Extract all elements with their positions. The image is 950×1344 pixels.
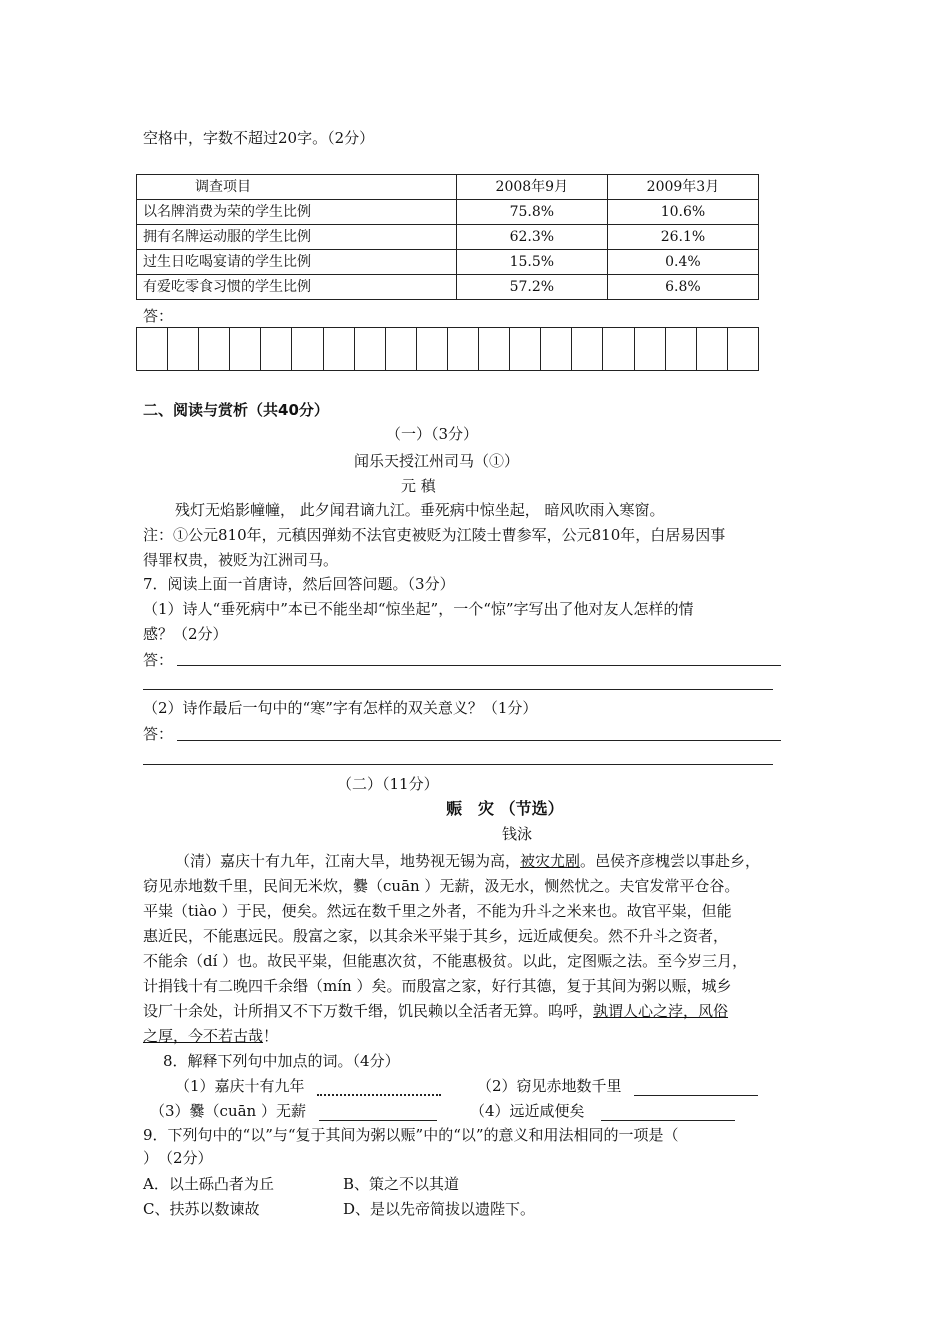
answer-blank[interactable] (319, 1104, 437, 1121)
passage-author: 钱泳 (502, 825, 533, 843)
poem-author: 元 稹 (401, 477, 436, 495)
answer-line[interactable] (177, 665, 781, 666)
table-cell: 62.3% (456, 225, 607, 250)
table-cell: 有爱吃零食习惯的学生比例 (137, 275, 457, 300)
underlined-phrase: 被灾尤剧 (520, 852, 581, 870)
table-row (137, 250, 759, 275)
table-header-row (137, 175, 759, 200)
answer-blank[interactable] (634, 1079, 758, 1096)
poem-line: 残灯无焰影幢幢， 此夕闻君谪九江。垂死病中惊坐起， 暗风吹雨入寒窗。 (175, 501, 665, 519)
option-a: A．以土砾凸者为丘 (143, 1175, 274, 1193)
answer-grid[interactable] (136, 327, 759, 371)
q8-item: （4）远近咸便矣 (470, 1101, 735, 1121)
table-cell: 过生日吃喝宴请的学生比例 (137, 250, 457, 275)
note-line: 得罪权贵，被贬为江洲司马。 (143, 551, 339, 569)
answer-line[interactable] (143, 689, 773, 690)
table-row (137, 200, 759, 225)
underlined-phrase: 孰谓人心之浡，风俗 (593, 1002, 729, 1020)
question-7-1: 感？（2分） (143, 625, 228, 643)
table-cell: 75.8% (456, 200, 607, 225)
table-header: 2008年9月 (456, 175, 607, 200)
table-cell: 拥有名牌运动服的学生比例 (137, 225, 457, 250)
table-header: 2009年3月 (607, 175, 758, 200)
table-row (137, 225, 759, 250)
underlined-phrase: 之厚，今不若古哉 (143, 1027, 264, 1045)
table-cell: 10.6% (607, 200, 758, 225)
passage-title: 赈 灾 （节选） (446, 799, 564, 818)
passage-line: （清）嘉庆十有九年，江南大旱，地势视无锡为高，被灾尤剧。邑侯齐彦槐尝以事赴乡， (175, 852, 761, 870)
table-cell: 57.2% (456, 275, 607, 300)
question-7: 7．阅读上面一首唐诗，然后回答问题。（3分） (143, 575, 455, 593)
question-7-2: （2）诗作最后一句中的“寒”字有怎样的双关意义？（1分） (143, 699, 538, 717)
section-title: 二、阅读与赏析（共40分） (143, 401, 329, 419)
q8-item: （3）爨（cuān ）无薪 (150, 1101, 437, 1121)
option-c: C、扶苏以数谏故 (143, 1200, 260, 1218)
answer-blank[interactable] (317, 1078, 441, 1096)
note-line: 注：①公元810年，元稹因弹劾不法官吏被贬为江陵士曹参军，公元810年，白居易因事 (143, 526, 726, 544)
passage-line: 计捐钱十有二晚四千余缗（mín ）矣。而殷富之家，好行其德，复于其间为粥以赈，城乡 (143, 977, 732, 995)
passage-line: 平粜（tiào ）于民，便矣。然远在数千里之外者，不能为升斗之米来也。故官平粜，但能 (143, 902, 732, 920)
poem-title: 闻乐天授江州司马（①） (354, 452, 520, 470)
intro-line: 空格中，字数不超过20字。（2分） (143, 129, 375, 147)
table-cell: 以名牌消费为荣的学生比例 (137, 200, 457, 225)
question-9: ） （2分） (143, 1149, 213, 1167)
part1-heading: （一）（3分） (386, 425, 479, 443)
answer-label: 答： (143, 651, 174, 669)
table-cell: 0.4% (607, 250, 758, 275)
passage-line: 惠近民，不能惠远民。殷富之家，以其余米平粜于其乡，远近咸便矣。然不升斗之资者， (143, 927, 729, 945)
q8-item: （1）嘉庆十有九年 (175, 1076, 441, 1096)
passage-line: 设厂十余处，计所捐又不下万数千缗，饥民赖以全活者无算。呜呼，孰谓人心之浡，风俗 (143, 1002, 729, 1020)
answer-blank[interactable] (601, 1104, 735, 1121)
table-cell: 6.8% (607, 275, 758, 300)
table-row (137, 275, 759, 300)
option-d: D、是以先帝简拔以遗陛下。 (343, 1200, 536, 1218)
q8-item: （2）窃见赤地数千里 (477, 1076, 758, 1096)
table-cell: 26.1% (607, 225, 758, 250)
answer-label: 答： (143, 307, 174, 325)
table-cell: 15.5% (456, 250, 607, 275)
survey-table (136, 174, 759, 300)
question-9: 9．下列句中的“以”与“复于其间为粥以赈”中的“以”的意义和用法相同的一项是（ (143, 1126, 679, 1144)
option-b: B、策之不以其道 (343, 1175, 460, 1193)
question-8: 8．解释下列句中加点的词。（4分） (163, 1052, 400, 1070)
answer-label: 答： (143, 725, 174, 743)
answer-line[interactable] (177, 740, 781, 741)
table-header: 调查项目 (137, 175, 457, 200)
passage-line: 不能余（dí ）也。故民平粜，但能惠次贫，不能惠极贫。以此，定图赈之法。至今岁三月， (143, 952, 748, 970)
part2-heading: （二）（11分） (337, 775, 439, 793)
passage-line: 窃见赤地数千里，民间无米炊，爨（cuān ）无薪，汲无水，恻然忧之。夫官发常平仓谷。 (143, 877, 740, 895)
passage-line: 之厚，今不若古哉！ (143, 1027, 279, 1045)
answer-line[interactable] (143, 764, 773, 765)
question-7-1: （1）诗人“垂死病中”本已不能坐却“惊坐起”，一个“惊”字写出了他对友人怎样的情 (143, 600, 694, 618)
